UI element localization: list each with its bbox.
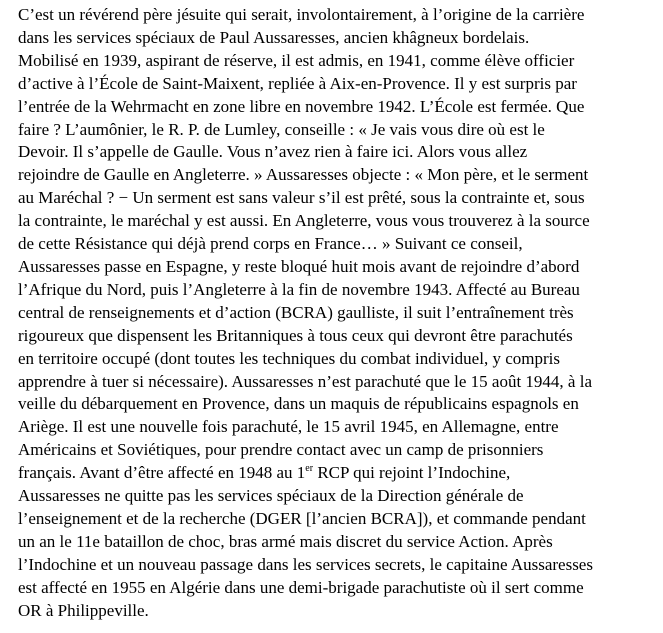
text-line: la contrainte, le maréchal y est aussi. En Angleterre, vous vous trouverez à la source (18, 211, 590, 231)
text-line: faire ? L’aumônier, le R. P. de Lumley, conseille : « Je vais vous dire où est le (18, 119, 545, 139)
line-text-after-superscript: RCP qui rejoint l’Indochine, (313, 463, 511, 483)
text-line: Devoir. Il s’appelle de Gaulle. Vous n’avez rien à faire ici. Alors vous allez (18, 142, 528, 162)
text-line: l’Afrique du Nord, puis l’Angleterre à la fin de novembre 1943. Affecté au Bureau (18, 279, 580, 299)
text-line: l’Indochine et un nouveau passage dans les services secrets, le capitaine Aussaresses (18, 554, 593, 574)
line-text-before-superscript: français. Avant d’être affecté en 1948 au 1 (18, 463, 306, 483)
text-line: veille du débarquement en Provence, dans un maquis de républicains espagnols en (18, 394, 579, 414)
text-line: en territoire occupé (dont toutes les techniques du combat individuel, y compris (18, 348, 560, 368)
text-line: au Maréchal ? − Un serment est sans valeur s’il est prêté, sous la contrainte et, sous (18, 188, 585, 208)
text-line: OR à Philippeville. (18, 600, 149, 620)
text-line: rejoindre de Gaulle en Angleterre. » Aussaresses objecte : « Mon père, et le serment (18, 165, 589, 185)
text-line: est affecté en 1955 en Algérie dans une demi-brigade parachutiste où il sert comme (18, 577, 584, 597)
text-line: dans les services spéciaux de Paul Aussaresses, ancien khâgneux bordelais. (18, 27, 530, 47)
text-line: apprendre à tuer si nécessaire). Aussaresses n’est parachuté que le 15 août 1944, à la (18, 371, 592, 391)
text-line: rigoureux que dispensent les Britanniques à tous ceux qui devront être parachutés (18, 325, 573, 345)
text-line: Aussaresses passe en Espagne, y reste bloqué huit mois avant de rejoindre d’abord (18, 256, 580, 276)
text-line: un an le 11e bataillon de choc, bras armé mais discret du service Action. Après (18, 531, 553, 551)
superscript-er: er (305, 463, 314, 475)
text-line: d’active à l’École de Saint-Maixent, repliée à Aix-en-Provence. Il y est surpris par (18, 73, 577, 93)
text-line: Mobilisé en 1939, aspirant de réserve, il est admis, en 1941, comme élève officier (18, 50, 575, 70)
text-line: Aussaresses ne quitte pas les services spéciaux de la Direction générale de (18, 486, 524, 506)
text-line: l’entrée de la Wehrmacht en zone libre en novembre 1942. L’École est fermée. Que (18, 96, 585, 116)
text-line: Ariège. Il est une nouvelle fois parachuté, le 15 avril 1945, en Allemagne, entre (18, 417, 559, 437)
text-line: l’enseignement et de la recherche (DGER [l’ancien BCRA]), et commande pendant (18, 508, 586, 528)
text-line (18, 462, 657, 485)
text-line: central de renseignements et d’action (BCRA) gaulliste, il suit l’entraînement très (18, 302, 574, 322)
text-line: de cette Résistance qui déjà prend corps en France… » Suivant ce conseil, (18, 234, 523, 254)
text-line: C’est un révérend père jésuite qui serait, involontairement, à l’origine de la carrière (18, 5, 585, 24)
paragraph (18, 4, 657, 622)
text-line: Américains et Soviétiques, pour prendre contact avec un camp de prisonniers (18, 440, 544, 460)
